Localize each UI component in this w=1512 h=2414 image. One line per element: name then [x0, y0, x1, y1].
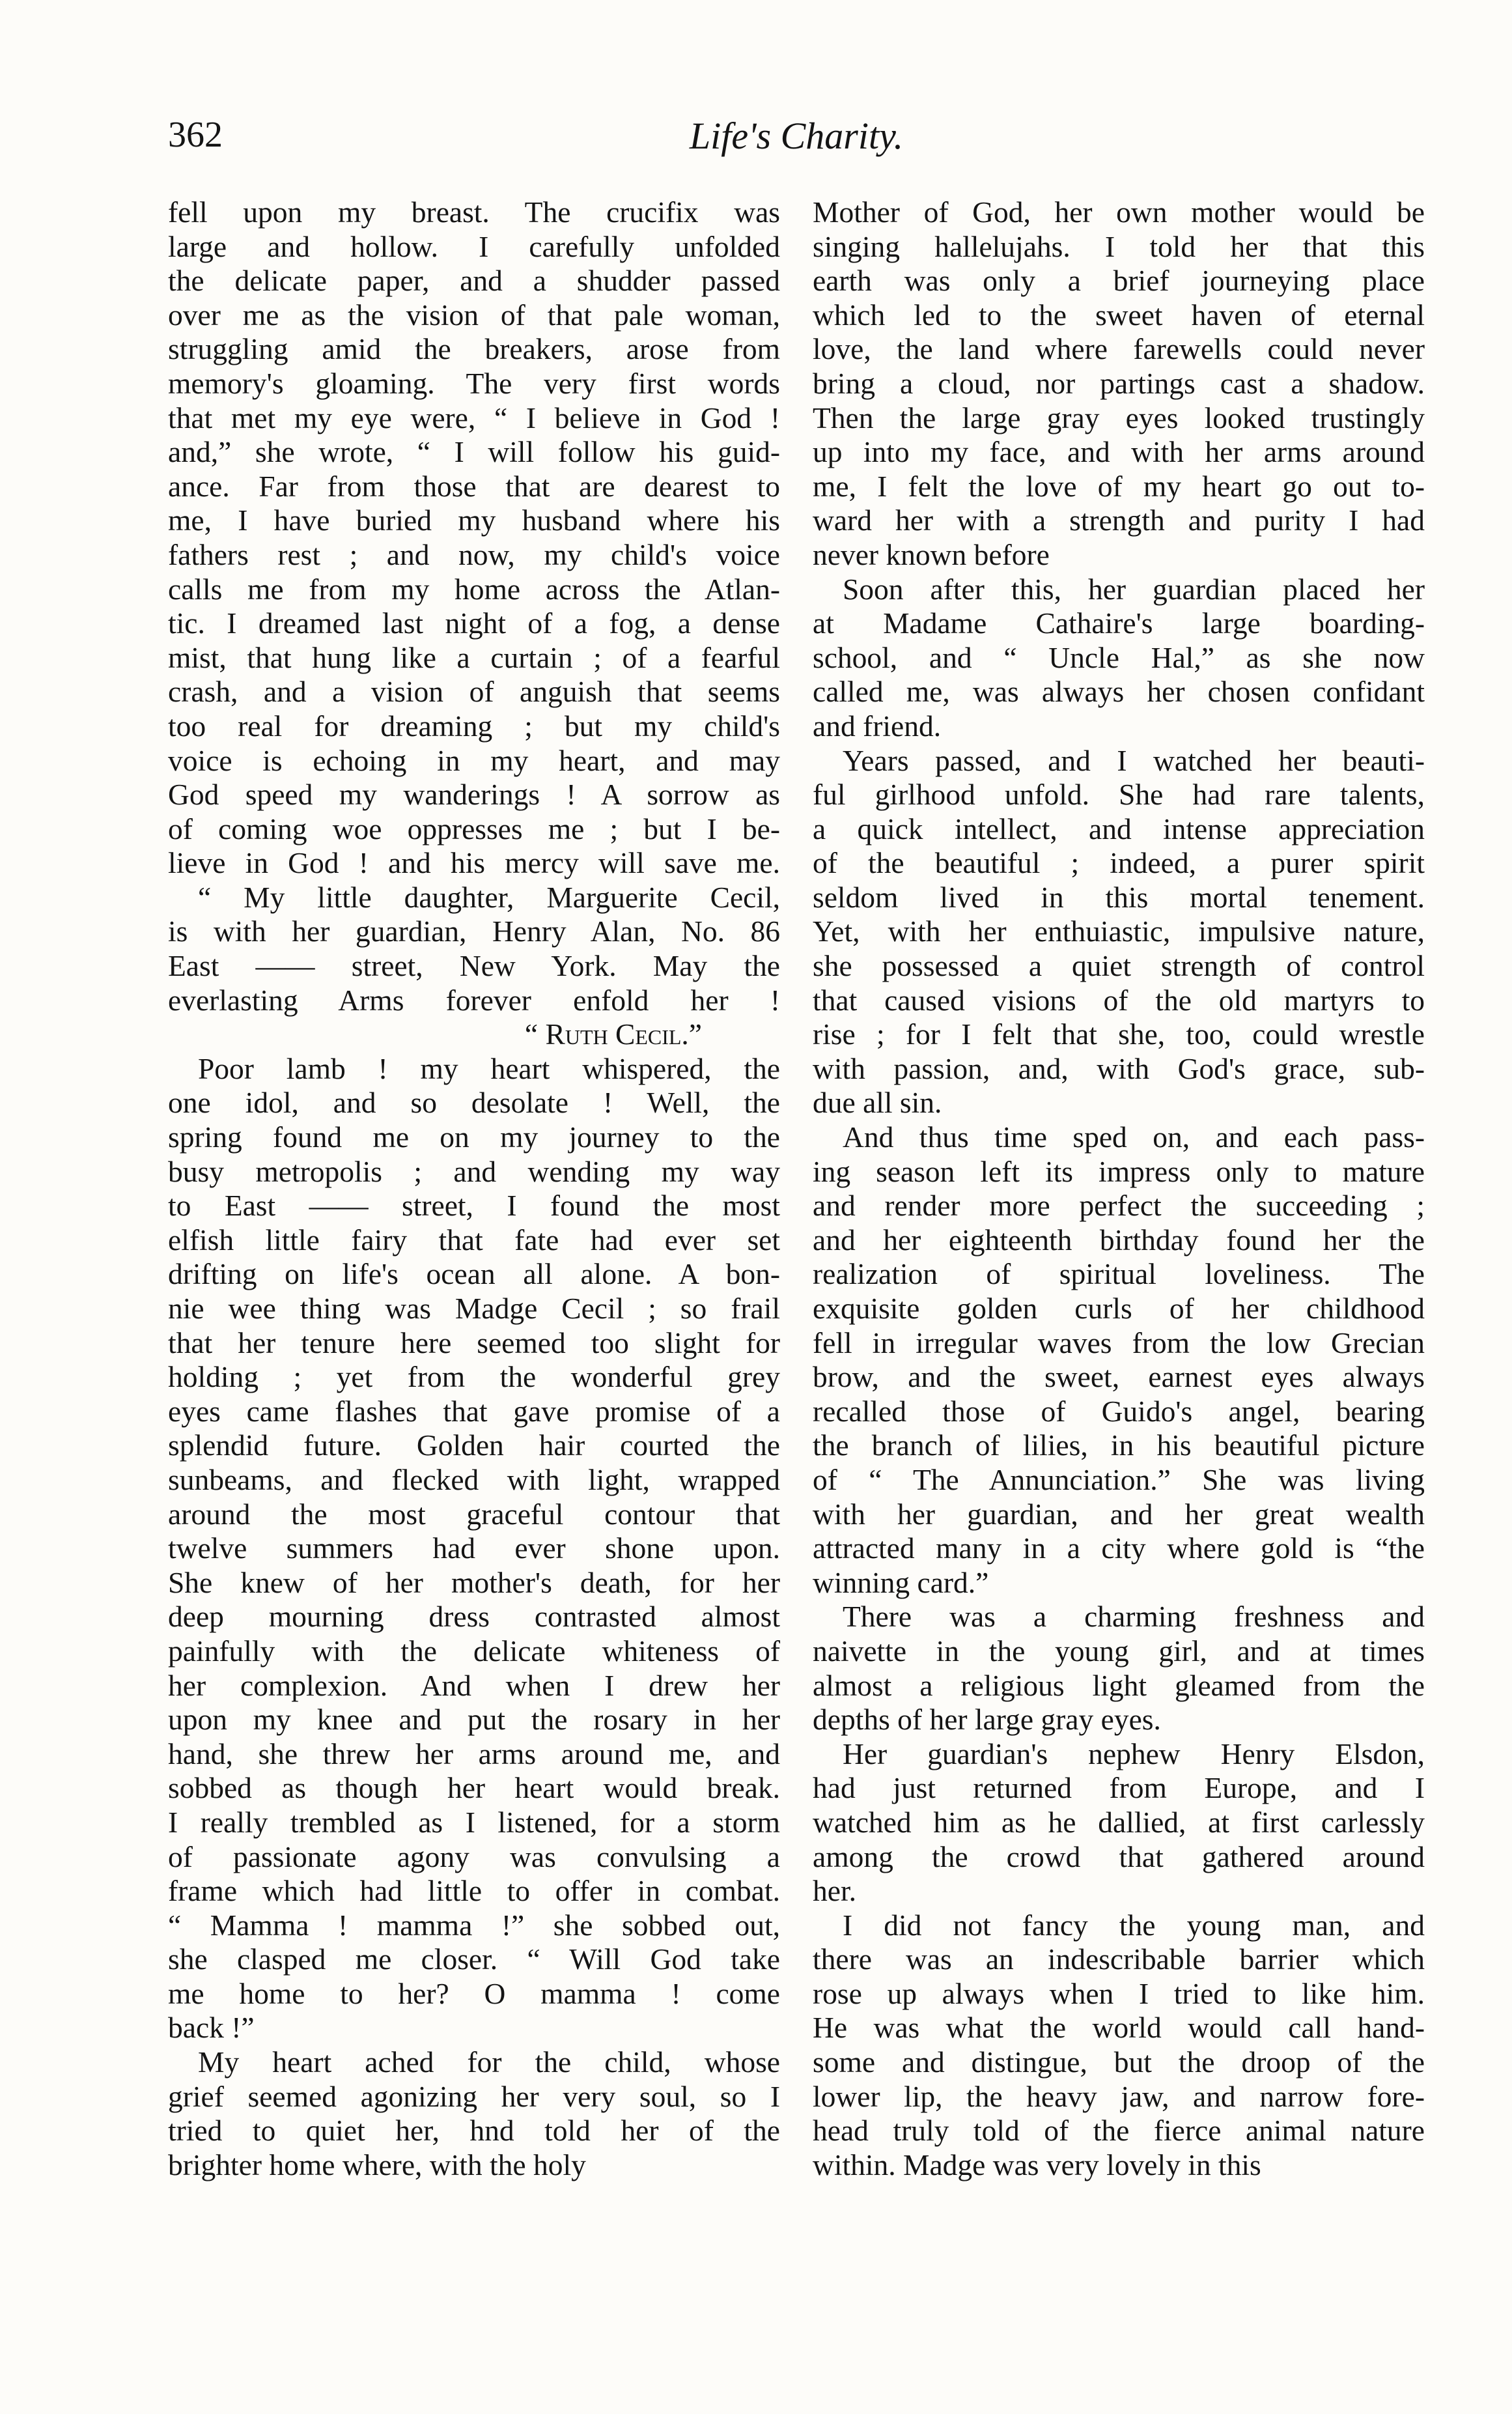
text-line: frame which had little to offer in combat.	[168, 1874, 780, 1908]
text-line: with passion, and, with God's grace, sub-	[813, 1051, 1425, 1085]
text-line: Mother of God, her own mother would be	[813, 195, 1425, 229]
text-line: “ My little daughter, Marguerite Cecil,	[198, 880, 780, 914]
text-line: had just returned from Europe, and I	[813, 1771, 1425, 1805]
text-line: busy metropolis ; and wending my way	[168, 1154, 780, 1188]
text-line: school, and “ Uncle Hal,” as she now	[813, 640, 1425, 674]
text-line: called me, was always her chosen confidant	[813, 675, 1425, 709]
text-line: me, I felt the love of my heart go out to-	[813, 469, 1425, 503]
text-line: depths of her large gray eyes.	[813, 1703, 1161, 1737]
text-line: of coming woe oppresses me ; but I be-	[168, 812, 780, 845]
text-line: a quick intellect, and intense appreciation	[813, 812, 1425, 845]
text-line: too real for dreaming ; but my child's	[168, 709, 780, 743]
text-line: over me as the vision of that pale woman,	[168, 298, 780, 332]
text-line: mist, that hung like a curtain ; of a fearful	[168, 640, 780, 674]
text-line: ward her with a strength and purity I had	[813, 504, 1425, 537]
text-line: holding ; yet from the wonderful grey	[168, 1360, 780, 1394]
text-line: I did not fancy the young man, and	[843, 1908, 1425, 1942]
text-line: me home to her? O mamma ! come	[168, 1976, 780, 2010]
text-line: sobbed as though her heart would break.	[168, 1771, 780, 1805]
text-line: ing season left its impress only to mature	[813, 1154, 1425, 1188]
text-line: sunbeams, and flecked with light, wrapped	[168, 1462, 780, 1496]
text-line: struggling amid the breakers, arose from	[168, 332, 780, 366]
text-line: within. Madge was very lovely in this	[813, 2148, 1261, 2181]
text-line: Poor lamb ! my heart whispered, the	[198, 1051, 780, 1085]
text-line: and render more perfect the succeeding ;	[813, 1189, 1425, 1223]
text-line: voice is echoing in my heart, and may	[168, 743, 780, 777]
text-line: around the most graceful contour that	[168, 1497, 780, 1531]
text-line: lieve in God ! and his mercy will save me.	[168, 846, 780, 880]
text-line: There was a charming freshness and	[843, 1600, 1425, 1634]
text-line: bring a cloud, nor partings cast a shadow.	[813, 366, 1425, 400]
text-line: deep mourning dress contrasted almost	[168, 1600, 780, 1634]
text-line: winning card.”	[813, 1565, 989, 1599]
text-line: and friend.	[813, 709, 942, 743]
text-line: among the crowd that gathered around	[813, 1839, 1425, 1873]
text-line: Years passed, and I watched her beauti-	[843, 743, 1425, 777]
text-line: love, the land where farewells could never	[813, 332, 1425, 366]
text-line: recalled those of Guido's angel, bearing	[813, 1394, 1425, 1428]
right-column	[813, 195, 1425, 2182]
text-line: of “ The Annunciation.” She was living	[813, 1462, 1425, 1496]
text-line: Then the large gray eyes looked trustingly	[813, 401, 1425, 434]
text-line: tic. I dreamed last night of a fog, a dense	[168, 606, 780, 640]
text-line: spring found me on my journey to the	[168, 1120, 780, 1154]
text-line: brow, and the sweet, earnest eyes always	[813, 1360, 1425, 1394]
text-line: “ Mamma ! mamma !” she sobbed out,	[168, 1908, 780, 1942]
text-line: She knew of her mother's death, for her	[168, 1565, 780, 1599]
text-line: watched him as he dallied, at first carlessly	[813, 1805, 1425, 1839]
text-line: eyes came flashes that gave promise of a	[168, 1394, 780, 1428]
text-line: fell upon my breast. The crucifix was	[168, 195, 780, 229]
text-line: there was an indescribable barrier which	[813, 1942, 1425, 1976]
text-line: her complexion. And when I drew her	[168, 1668, 780, 1702]
text-line: memory's gloaming. The very first words	[168, 366, 780, 400]
text-line: ance. Far from those that are dearest to	[168, 469, 780, 503]
text-line: Her guardian's nephew Henry Elsdon,	[843, 1737, 1425, 1770]
text-line: rise ; for I felt that she, too, could wrestle	[813, 1017, 1425, 1051]
text-line: almost a religious light gleamed from the	[813, 1668, 1425, 1702]
text-line: “ Ruth Cecil.”	[524, 1017, 702, 1051]
text-line: due all sin.	[813, 1086, 942, 1120]
text-line: earth was only a brief journeying place	[813, 264, 1425, 298]
text-line: up into my face, and with her arms around	[813, 435, 1425, 469]
text-line: the delicate paper, and a shudder passed	[168, 264, 780, 298]
text-line: never known before	[813, 537, 1050, 571]
text-line: that her tenure here seemed too slight for	[168, 1326, 780, 1359]
text-line: and her eighteenth birthday found her the	[813, 1223, 1425, 1257]
text-line: she clasped me closer. “ Will God take	[168, 1942, 780, 1976]
running-title: Life's Charity.	[689, 115, 904, 157]
text-line: God speed my wanderings ! A sorrow as	[168, 778, 780, 812]
text-line: her.	[813, 1874, 856, 1908]
text-line: the branch of lilies, in his beautiful picture	[813, 1428, 1425, 1462]
page-number: 362	[168, 115, 223, 155]
text-line: Soon after this, her guardian placed her	[843, 572, 1425, 606]
text-line: singing hallelujahs. I told her that this	[813, 229, 1425, 263]
text-line: My heart ached for the child, whose	[198, 2045, 780, 2079]
text-line: upon my knee and put the rosary in her	[168, 1703, 780, 1737]
text-line: to East —— street, I found the most	[168, 1189, 780, 1223]
text-line: attracted many in a city where gold is “the	[813, 1531, 1425, 1565]
text-line: one idol, and so desolate ! Well, the	[168, 1086, 780, 1120]
text-line: at Madame Cathaire's large boarding-	[813, 606, 1425, 640]
text-line: tried to quiet her, hnd told her of the	[168, 2114, 780, 2148]
text-line: rose up always when I tried to like him.	[813, 1976, 1425, 2010]
text-line: of passionate agony was convulsing a	[168, 1839, 780, 1873]
text-line: back !”	[168, 2011, 255, 2045]
text-line: which led to the sweet haven of eternal	[813, 298, 1425, 332]
text-line: fell in irregular waves from the low Grecian	[813, 1326, 1425, 1359]
text-line: realization of spiritual loveliness. The	[813, 1257, 1425, 1291]
text-line: is with her guardian, Henry Alan, No. 86	[168, 915, 780, 948]
text-line: lower lip, the heavy jaw, and narrow fore-	[813, 2079, 1425, 2113]
text-line: drifting on life's ocean all alone. A bon-	[168, 1257, 780, 1291]
text-line: seldom lived in this mortal tenement.	[813, 880, 1425, 914]
text-line: me, I have buried my husband where his	[168, 504, 780, 537]
text-line: everlasting Arms forever enfold her !	[168, 983, 780, 1017]
text-line: hand, she threw her arms around me, and	[168, 1737, 780, 1770]
text-line: large and hollow. I carefully unfolded	[168, 229, 780, 263]
page-header	[168, 114, 1425, 166]
text-line: crash, and a vision of anguish that seems	[168, 675, 780, 709]
text-line: some and distingue, but the droop of the	[813, 2045, 1425, 2079]
text-line: nie wee thing was Madge Cecil ; so frail	[168, 1292, 780, 1325]
text-line: calls me from my home across the Atlan-	[168, 572, 780, 606]
text-line: that met my eye were, “ I believe in God !	[168, 401, 780, 434]
text-line: of the beautiful ; indeed, a purer spirit	[813, 846, 1425, 880]
text-line: brighter home where, with the holy	[168, 2148, 586, 2181]
text-line: ful girlhood unfold. She had rare talents,	[813, 778, 1425, 812]
text-line: And thus time sped on, and each pass-	[843, 1120, 1425, 1154]
text-line: grief seemed agonizing her very soul, so I	[168, 2079, 780, 2113]
text-line: with her guardian, and her great wealth	[813, 1497, 1425, 1531]
text-line: painfully with the delicate whiteness of	[168, 1634, 780, 1668]
text-line: Yet, with her enthuiastic, impulsive nature,	[813, 915, 1425, 948]
left-column	[168, 195, 780, 2182]
text-line: fathers rest ; and now, my child's voice	[168, 537, 780, 571]
text-line: and,” she wrote, “ I will follow his guid-	[168, 435, 780, 469]
text-line: naivette in the young girl, and at times	[813, 1634, 1425, 1668]
text-line: splendid future. Golden hair courted the	[168, 1428, 780, 1462]
text-line: He was what the world would call hand-	[813, 2011, 1425, 2045]
text-line: that caused visions of the old martyrs to	[813, 983, 1425, 1017]
text-line: exquisite golden curls of her childhood	[813, 1292, 1425, 1325]
text-line: head truly told of the fierce animal nature	[813, 2114, 1425, 2148]
text-line: she possessed a quiet strength of control	[813, 949, 1425, 983]
text-line: elfish little fairy that fate had ever set	[168, 1223, 780, 1257]
text-line: East —— street, New York. May the	[168, 949, 780, 983]
text-line: I really trembled as I listened, for a storm	[168, 1805, 780, 1839]
text-line: twelve summers had ever shone upon.	[168, 1531, 780, 1565]
